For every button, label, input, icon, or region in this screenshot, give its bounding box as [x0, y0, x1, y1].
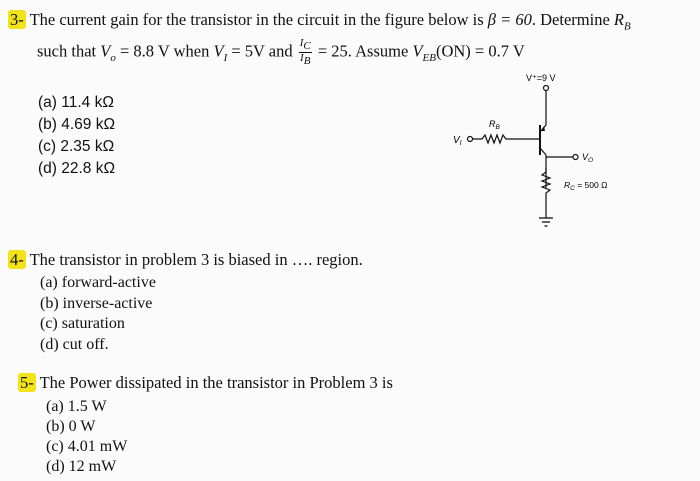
vo-subscript: o	[110, 51, 116, 64]
vi-subscript: I	[223, 51, 228, 64]
veb-subscript: EB	[422, 51, 436, 64]
question-3-option-c[interactable]: (c) 2.35 kΩ	[38, 138, 115, 155]
question-3-text-b: . Determine	[531, 10, 614, 29]
rc-label-value: = 500 Ω	[574, 180, 608, 190]
veb-symbol: V	[412, 41, 423, 61]
vo-label-main: V	[582, 152, 589, 162]
vo-value: = 8.8 V when	[115, 41, 214, 61]
input-terminal	[468, 137, 473, 142]
rb-subscript: B	[624, 20, 631, 33]
rb-label-main: R	[489, 119, 496, 129]
beta-expression: β = 60	[487, 10, 532, 29]
rc-label-main: R	[564, 180, 571, 190]
question-4-options	[40, 273, 156, 355]
vi-label	[453, 135, 462, 147]
vi-label-sub: I	[459, 140, 462, 147]
question-4-option-a[interactable]: (a) forward-active	[40, 274, 156, 291]
question-5-number: 5-	[20, 373, 34, 392]
question-5-option-d[interactable]: (d) 12 mW	[46, 458, 117, 475]
rb-label-sub: B	[495, 124, 500, 131]
vo-symbol: V	[100, 41, 111, 61]
question-3-text-c: such that	[37, 41, 101, 61]
question-5-options	[46, 397, 127, 477]
vi-symbol: V	[213, 41, 224, 61]
supply-voltage-label: V⁺=9 V	[526, 73, 556, 83]
ratio-value: = 25. Assume	[313, 41, 413, 61]
question-3-line-2	[37, 38, 525, 69]
fraction-numerator-sub: C	[303, 40, 311, 53]
question-3-options	[38, 92, 115, 180]
question-3-option-d[interactable]: (d) 22.8 kΩ	[38, 160, 116, 177]
fraction-denominator: I	[300, 52, 304, 65]
question-5-stem	[18, 372, 393, 394]
rb-label	[489, 119, 501, 131]
question-3-option-b[interactable]: (b) 4.69 kΩ	[38, 116, 116, 133]
question-5-option-b[interactable]: (b) 0 W	[46, 418, 96, 435]
vo-label-sub: O	[588, 157, 594, 164]
question-4-stem	[8, 249, 363, 271]
question-4-option-d[interactable]: (d) cut off.	[40, 335, 109, 353]
vo-label	[582, 152, 593, 164]
rb-resistor	[473, 135, 541, 143]
question-4-number: 4-	[10, 250, 24, 269]
fraction-denominator-sub: B	[303, 55, 311, 68]
question-5-text: The Power dissipated in the transistor in Problem 3 is	[39, 373, 393, 392]
question-3-number: 3-	[10, 10, 24, 29]
question-3-option-a[interactable]: (a) 11.4 kΩ	[38, 94, 114, 111]
rc-label	[564, 180, 607, 192]
transistor-circuit-diagram	[440, 68, 680, 243]
question-5-option-c[interactable]: (c) 4.01 mW	[46, 438, 128, 455]
veb-value: (ON) = 0.7 V	[435, 41, 525, 61]
vi-label-main: V	[453, 135, 460, 146]
question-5-option-a[interactable]: (a) 1.5 W	[46, 398, 107, 415]
rb-symbol: R	[613, 10, 624, 29]
current-ratio-fraction	[299, 38, 312, 67]
question-4-option-b[interactable]: (b) inverse-active	[40, 294, 153, 312]
question-4-text: The transistor in problem 3 is biased in …. region.	[29, 250, 363, 269]
fraction-numerator: I	[299, 37, 304, 49]
vi-value: = 5V and	[227, 41, 297, 61]
rc-label-sub: C	[570, 185, 575, 192]
output-terminal	[573, 155, 578, 160]
question-3-text-a: The current gain for the transistor in the circuit in the figure below is	[29, 10, 488, 29]
question-3-line-1	[8, 9, 631, 37]
supply-terminal	[544, 86, 549, 91]
question-4-option-c[interactable]: (c) saturation	[40, 315, 125, 332]
